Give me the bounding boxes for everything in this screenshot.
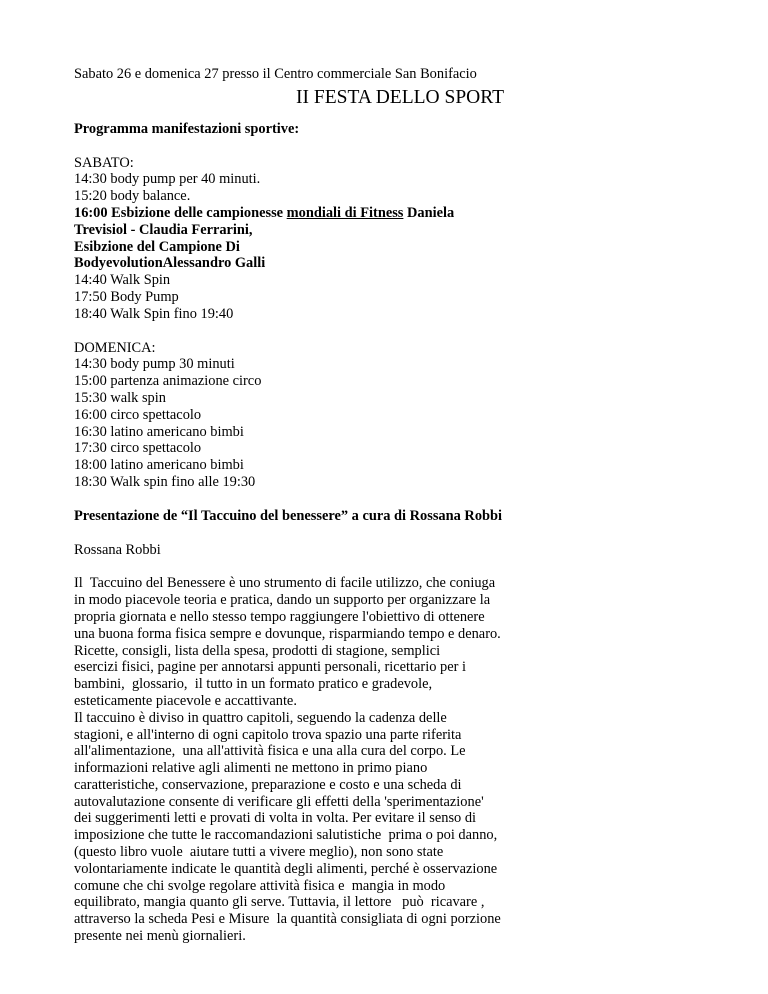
saturday-highlight-line (74, 205, 714, 222)
body-line: comune che chi svolge regolare attività fisica e mangia in modo (74, 877, 446, 894)
body-line: volontariamente indicate le quantità degli alimenti, perché è osservazione (74, 860, 498, 877)
saturday-highlight-line: Trevisiol - Claudia Ferrarini, (74, 221, 253, 238)
spacer (74, 138, 714, 155)
body-line: autovalutazione consente di verificare gli effetti della 'sperimentazione' (74, 793, 484, 810)
program-heading: Programma manifestazioni sportive: (74, 120, 300, 137)
highlight-text: 16:00 Esbizione delle campionesse (74, 204, 287, 221)
body-line: caratteristiche, conservazione, preparazione e costo e una scheda di (74, 776, 462, 793)
sunday-item: 15:00 partenza animazione circo (74, 373, 262, 390)
presentation-heading: Presentazione de “Il Taccuino del benessere” a cura di Rossana Robbi (74, 507, 503, 524)
sunday-item: 16:30 latino americano bimbi (74, 423, 244, 440)
event-intro: Sabato 26 e domenica 27 presso il Centro commerciale San Bonifacio (74, 66, 477, 82)
saturday-item: 17:50 Body Pump (74, 288, 179, 305)
spacer (74, 525, 714, 542)
body-line: informazioni relative agli alimenti ne mettono in primo piano (74, 760, 428, 777)
spacer (74, 558, 714, 575)
body-line: all'alimentazione, una all'attività fisica e una alla cura del corpo. Le (74, 743, 466, 760)
sunday-item: 18:00 latino americano bimbi (74, 457, 244, 474)
saturday-highlight-line: Esibzione del Campione Di (74, 238, 240, 255)
body-line: equilibrato, mangia quanto gli serve. Tuttavia, il lettore può ricavare , (74, 894, 485, 911)
saturday-item: 14:40 Walk Spin (74, 272, 171, 289)
body-line: Il taccuino è diviso in quattro capitoli, seguendo la cadenza delle (74, 709, 447, 726)
body-line: dei suggerimenti letti e provati di volta in volta. Per evitare il senso di (74, 810, 477, 827)
saturday-highlight-line: BodyevolutionAlessandro Galli (74, 255, 266, 272)
body-line: imposizione che tutte le raccomandazioni salutistiche prima o poi danno, (74, 827, 498, 844)
spacer (74, 491, 714, 508)
highlight-text: Daniela (403, 204, 455, 221)
sunday-item: 14:30 body pump 30 minuti (74, 356, 235, 373)
document-page (74, 66, 714, 945)
body-line: (questo libro vuole aiutare tutti a vivere meglio), non sono state (74, 844, 444, 861)
body-line: attraverso la scheda Pesi e Misure la quantità consigliata di ogni porzione (74, 911, 501, 928)
body-line: bambini, glossario, il tutto in un formato pratico e gradevole, (74, 676, 433, 693)
saturday-item: 15:20 body balance. (74, 188, 191, 205)
body-line: una buona forma fisica sempre e dovunque, risparmiando tempo e denaro. (74, 625, 501, 642)
presentation-author: Rossana Robbi (74, 541, 161, 558)
sunday-item: 16:00 circo spettacolo (74, 406, 202, 423)
body-line: esercizi fisici, pagine per annotarsi appunti personali, ricettario per i (74, 659, 466, 676)
body-line: presente nei menù giornalieri. (74, 928, 246, 945)
body-line: Il Taccuino del Benessere è uno strumento di facile utilizzo, che coniuga (74, 575, 496, 592)
saturday-item: 14:30 body pump per 40 minuti. (74, 171, 261, 188)
sunday-item: 18:30 Walk spin fino alle 19:30 (74, 473, 256, 490)
sunday-label: DOMENICA: (74, 339, 156, 356)
body-line: esteticamente piacevole e accattivante. (74, 692, 297, 709)
saturday-label: SABATO: (74, 154, 134, 171)
body-line: stagioni, e all'interno di ogni capitolo trova spazio una parte riferita (74, 726, 462, 743)
body-line: propria giornata e nello stesso tempo raggiungere l'obiettivo di ottenere (74, 608, 485, 625)
sunday-item: 17:30 circo spettacolo (74, 440, 202, 457)
sunday-item: 15:30 walk spin (74, 389, 166, 406)
highlight-underlined-text: mondiali di Fitness (286, 204, 404, 221)
spacer (74, 109, 714, 121)
body-line: Ricette, consigli, lista della spesa, prodotti di stagione, semplici (74, 642, 441, 659)
presentation-body (74, 575, 714, 945)
spacer (74, 323, 714, 340)
body-line: in modo piacevole teoria e pratica, dando un supporto per organizzare la (74, 592, 491, 609)
page-title: II FESTA DELLO SPORT (296, 86, 504, 108)
saturday-item: 18:40 Walk Spin fino 19:40 (74, 305, 234, 322)
